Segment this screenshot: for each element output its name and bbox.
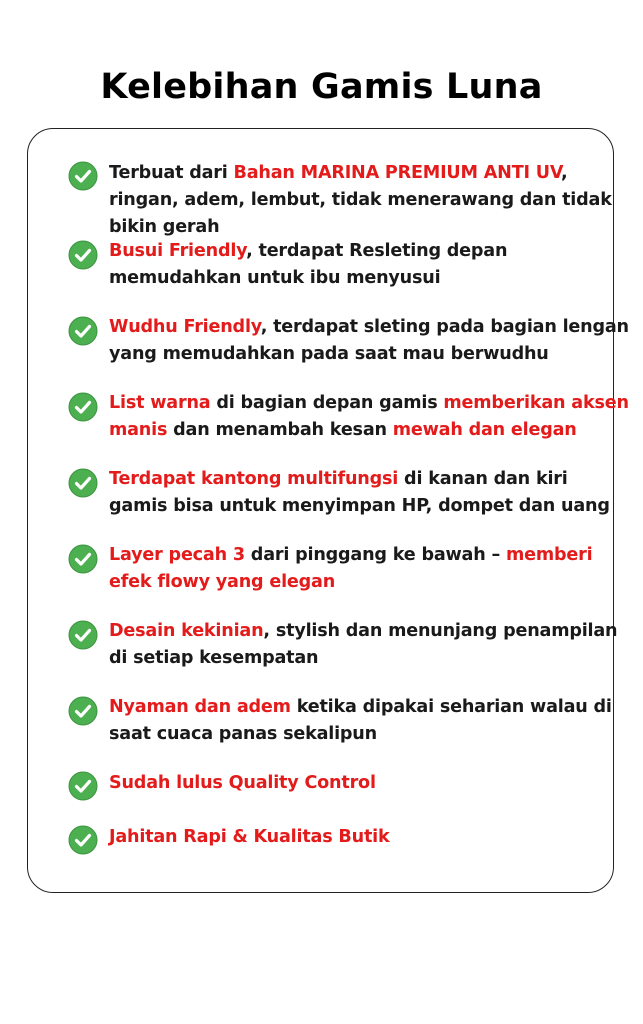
benefit-highlight: Layer pecah 3 xyxy=(109,545,245,565)
benefits-card xyxy=(27,128,629,893)
benefit-highlight: Desain kekinian xyxy=(109,621,264,641)
benefit-text-part: , ringan, adem, lembut, tidak menerawang dan tidak bikin gerah xyxy=(109,163,612,237)
benefit-highlight: memberikan aksen manis xyxy=(109,393,629,440)
benefit-highlight: Busui Friendly xyxy=(109,241,247,261)
check-circle-icon xyxy=(68,825,98,855)
benefit-text-part: dan menambah kesan xyxy=(167,420,393,440)
benefit-text xyxy=(109,542,629,596)
benefit-text xyxy=(109,618,629,672)
check-circle-icon xyxy=(68,392,98,422)
benefit-highlight: memberi efek flowy yang elegan xyxy=(109,545,593,592)
benefit-text-part: Terbuat dari xyxy=(109,163,234,183)
benefit-text-part: di bagian depan gamis xyxy=(210,393,444,413)
benefit-text-part: , terdapat Resleting depan memudahkan untuk ibu menyusui xyxy=(109,241,508,288)
benefit-highlight: Terdapat kantong multifungsi xyxy=(109,469,399,489)
benefit-highlight: Wudhu Friendly xyxy=(109,317,261,337)
check-circle-icon xyxy=(68,468,98,498)
check-circle-icon xyxy=(68,771,98,801)
check-circle-icon xyxy=(68,161,98,191)
benefit-text-part: , terdapat sleting pada bagian lengan yang memudahkan pada saat mau berwudhu xyxy=(109,317,629,364)
check-circle-icon xyxy=(68,544,98,574)
benefit-highlight: mewah dan elegan xyxy=(392,420,577,440)
benefit-highlight: Nyaman dan adem xyxy=(109,697,291,717)
benefit-highlight: List warna xyxy=(109,393,211,413)
benefit-text-part: , stylish dan menunjang penampilan di setiap kesempatan xyxy=(109,621,618,668)
benefit-text-part: di kanan dan kiri gamis bisa untuk menyimpan HP, dompet dan uang xyxy=(109,469,610,516)
benefit-text xyxy=(109,160,629,241)
benefit-text-part: ketika dipakai seharian walau di saat cuaca panas sekalipun xyxy=(109,697,612,744)
benefit-text xyxy=(109,694,629,748)
page-title: Kelebihan Gamis Luna xyxy=(100,67,543,107)
benefit-text xyxy=(109,466,629,520)
benefit-highlight: Jahitan Rapi & Kualitas Butik xyxy=(109,827,390,847)
benefit-text xyxy=(109,824,629,851)
benefit-text xyxy=(109,770,629,797)
benefit-text xyxy=(109,390,629,444)
check-circle-icon xyxy=(68,316,98,346)
check-circle-icon xyxy=(68,696,98,726)
check-circle-icon xyxy=(68,620,98,650)
benefit-text xyxy=(109,314,629,368)
benefit-text-part: dari pinggang ke bawah – xyxy=(244,545,507,565)
check-circle-icon xyxy=(68,240,98,270)
benefit-highlight: Bahan MARINA PREMIUM ANTI UV xyxy=(233,163,561,183)
benefit-highlight: Sudah lulus Quality Control xyxy=(109,773,376,793)
benefit-text xyxy=(109,238,629,292)
